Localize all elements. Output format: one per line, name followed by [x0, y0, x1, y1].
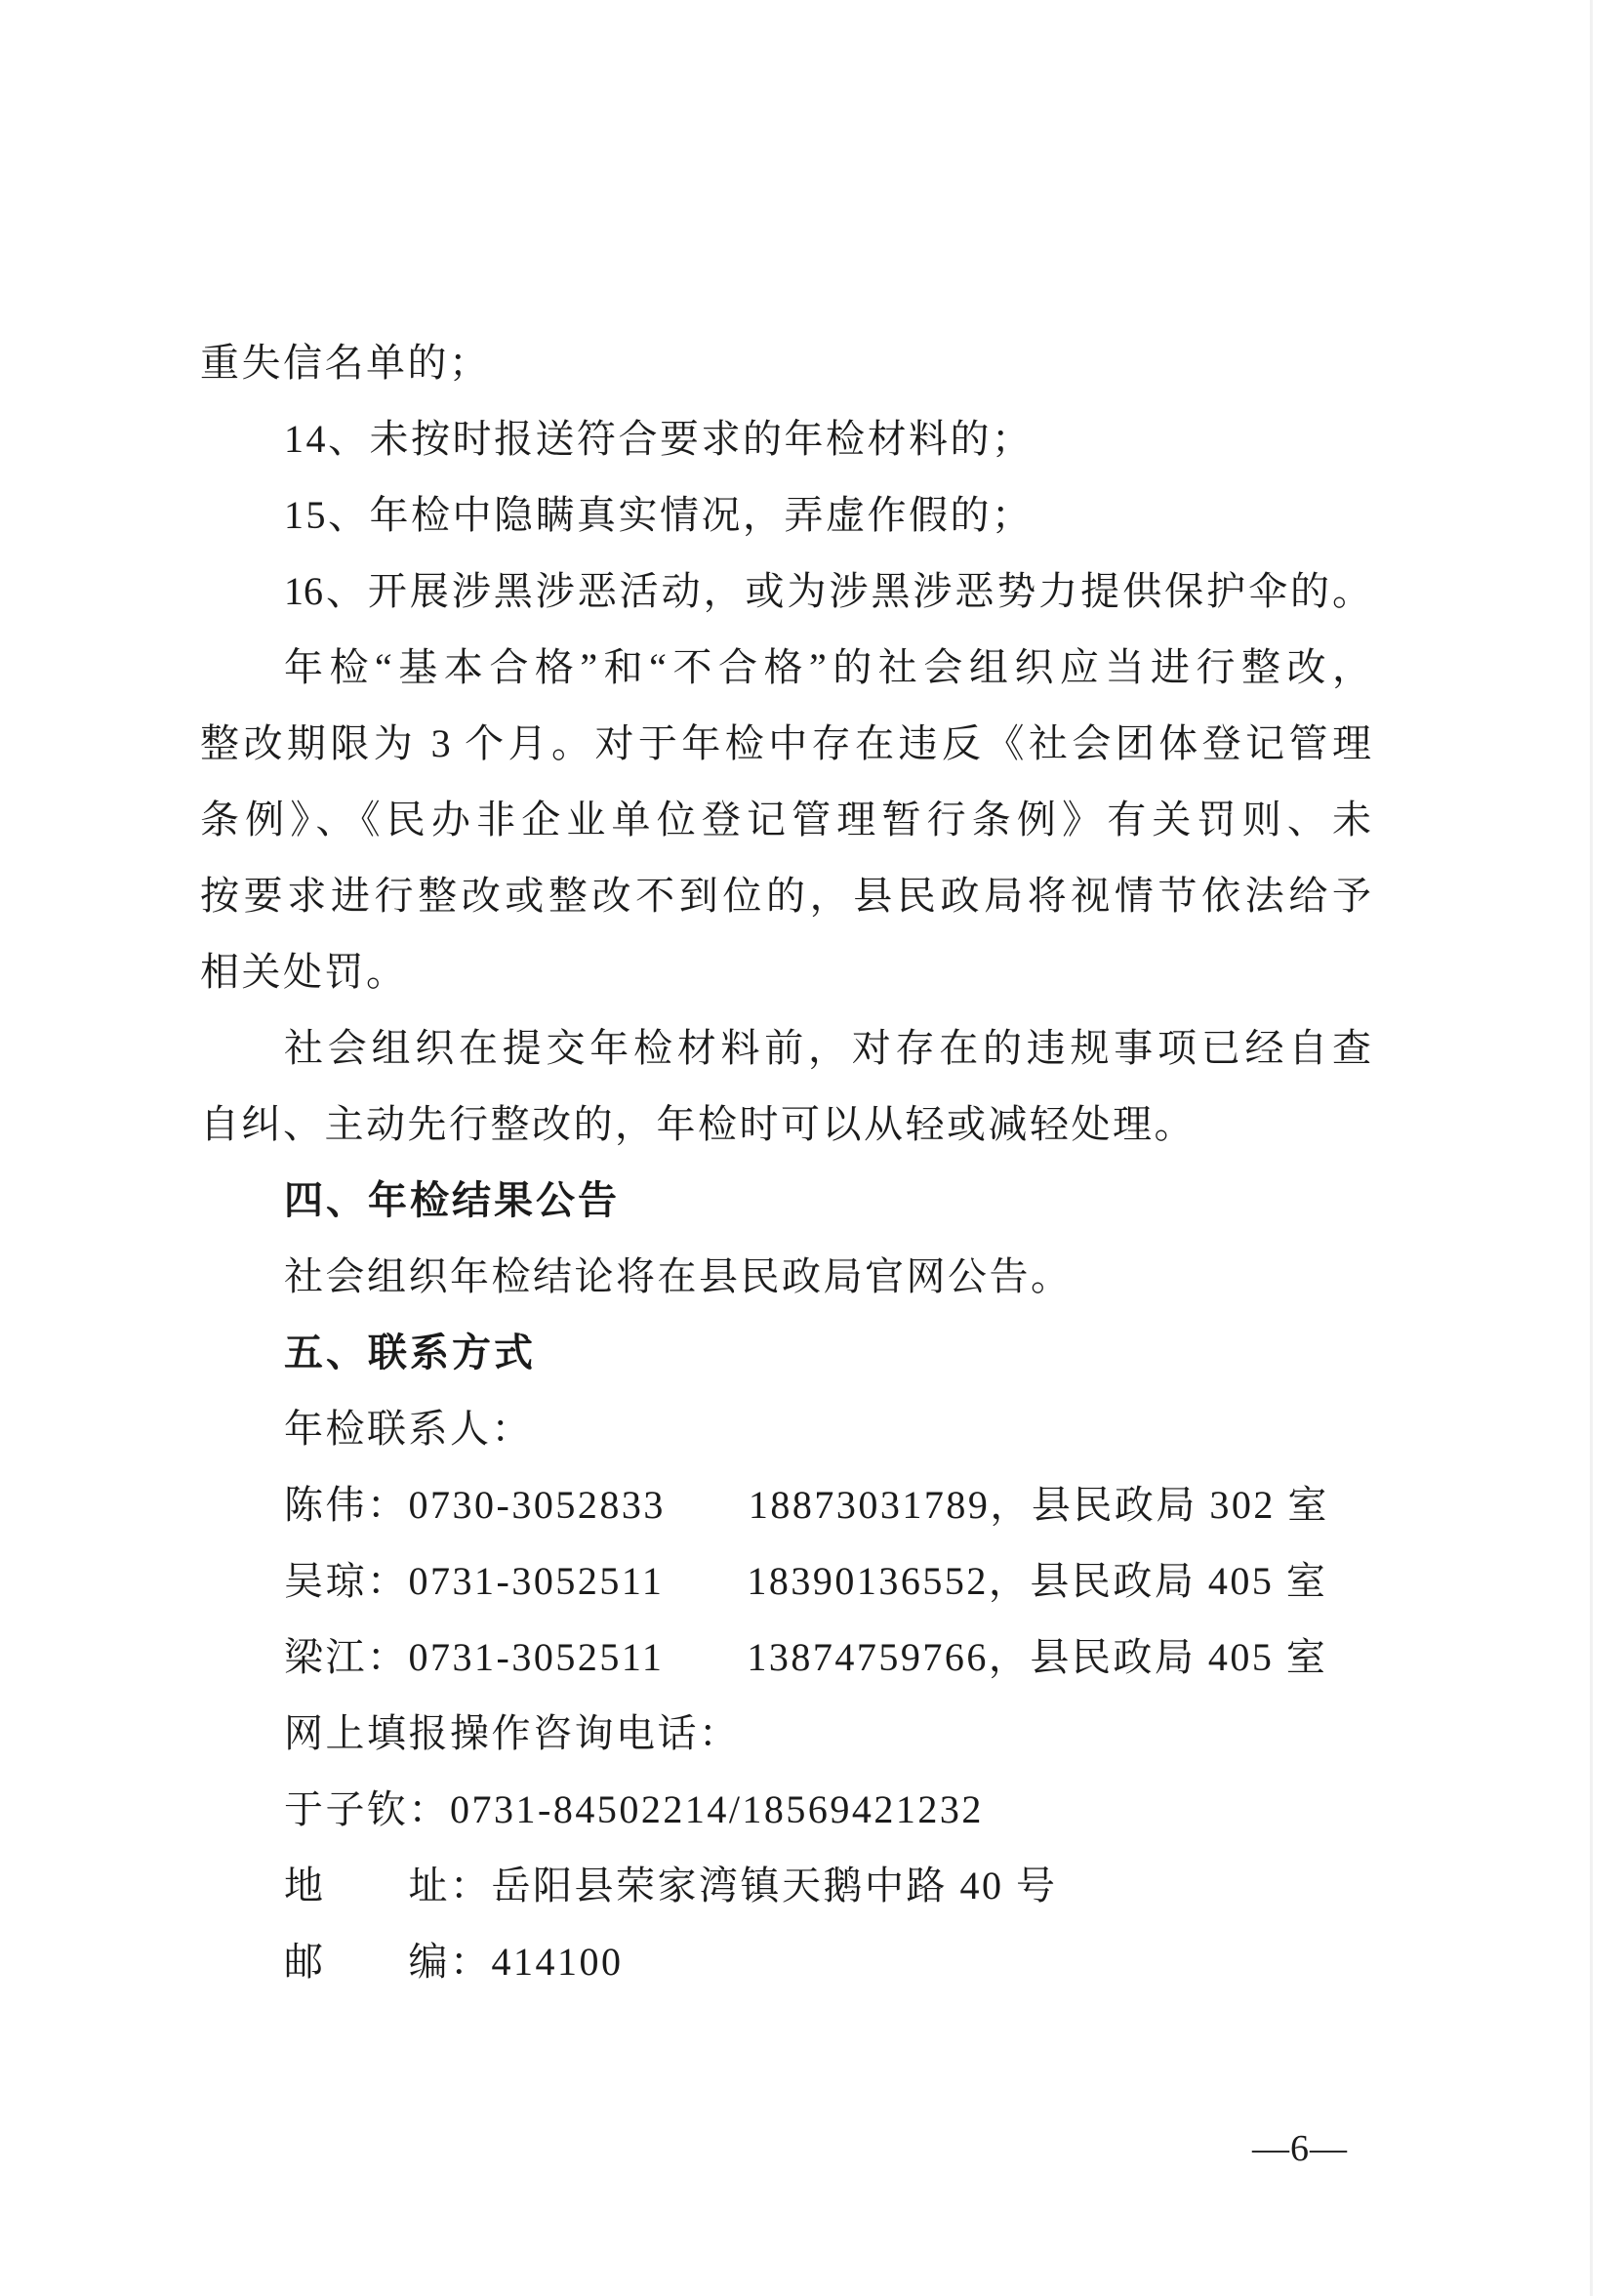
text-line: 社会组织在提交年检材料前，对存在的违规事项已经自查	[284, 1026, 1371, 1070]
text-line: 条例》、《民办非企业单位登记管理暂行条例》有关罚则、未	[200, 798, 1371, 841]
contact-line: 吴琼：0731-3052511 18390136552，县民政局 405 室	[284, 1559, 1328, 1603]
text-line: 重失信名单的；	[200, 341, 491, 385]
section-heading-results: 四、年检结果公告	[284, 1179, 620, 1222]
document-body	[200, 325, 1371, 2000]
text-line: 自纠、主动先行整改的，年检时可以从轻或减轻处理。	[200, 1102, 1196, 1146]
text-line: 整改期限为 3 个月。对于年检中存在违反《社会团体登记管理	[200, 721, 1371, 765]
text-line: 年检联系人：	[284, 1407, 533, 1451]
contact-line: 陈伟：0730-3052833 18873031789，县民政局 302 室	[284, 1483, 1329, 1527]
text-line: 网上填报操作咨询电话：	[284, 1711, 741, 1755]
text-line: 社会组织年检结论将在县民政局官网公告。	[284, 1254, 1073, 1298]
address-line: 地 址：岳阳县荣家湾镇天鹅中路 40 号	[284, 1864, 1058, 1907]
scan-artifact-line	[1590, 0, 1593, 2296]
contact-line: 梁江：0731-3052511 13874759766，县民政局 405 室	[284, 1635, 1328, 1679]
text-line: 按要求进行整改或整改不到位的，县民政局将视情节依法给予	[200, 874, 1371, 918]
text-line: 年检“基本合格”和“不合格”的社会组织应当进行整改，	[284, 645, 1371, 689]
page-number: —6—	[1252, 2128, 1348, 2169]
text-line: 15、年检中隐瞒真实情况，弄虚作假的；	[284, 493, 1034, 537]
text-line: 14、未按时报送符合要求的年检材料的；	[284, 417, 1034, 461]
text-line: 16、开展涉黑涉恶活动，或为涉黑涉恶势力提供保护伞的。	[284, 569, 1371, 613]
contact-line: 于子钦：0731-84502214/18569421232	[284, 1787, 984, 1831]
section-heading-contact: 五、联系方式	[284, 1332, 536, 1374]
text-line: 相关处罚。	[200, 950, 408, 994]
postcode-line: 邮 编：414100	[284, 1940, 624, 1984]
